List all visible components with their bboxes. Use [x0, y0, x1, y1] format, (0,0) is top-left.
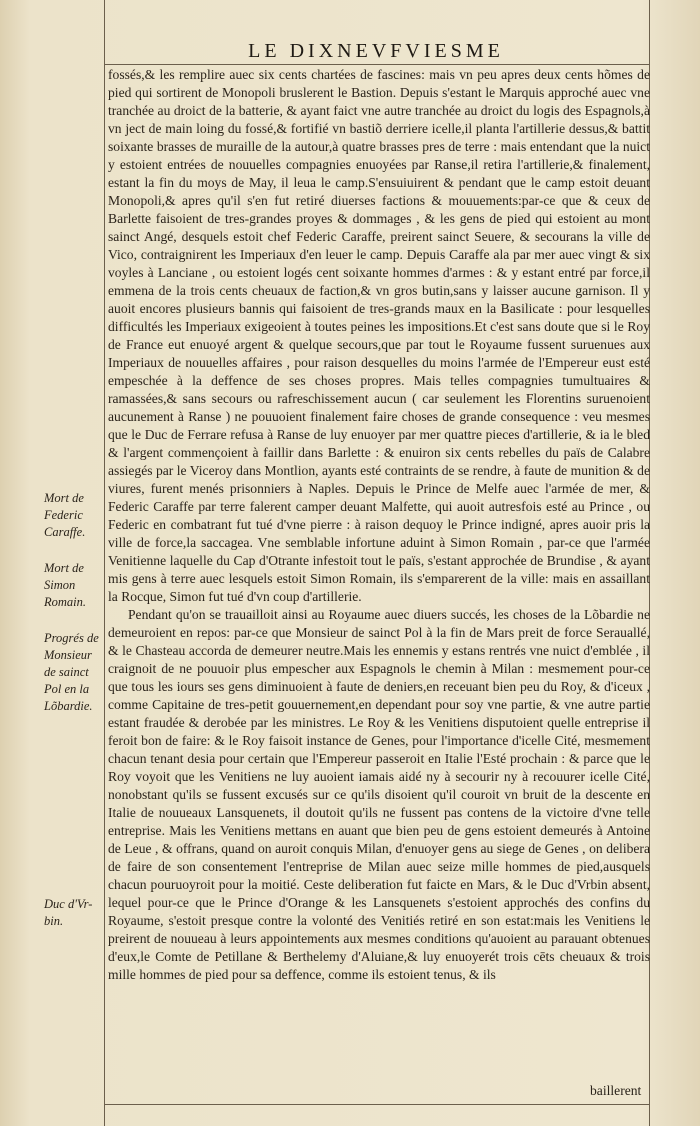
- margin-note-line: Romain.: [44, 595, 87, 609]
- margin-note-progres-sainct-pol: [44, 630, 108, 715]
- footer-rule: [104, 1104, 650, 1105]
- margin-note-mort-federic: [44, 490, 108, 541]
- margin-note-line: Simon: [44, 578, 76, 592]
- paragraph: Pendant qu'on se trauailloit ainsi au Royaume auec diuers succés, les choses de la Lõbardie ne demeuroient en repos: par-ce que Monsieur de sainct Pol à la fin de Mars preit de force Serauallé, & le Chasteau accorda de demeurer neutre.Mais les ennemis y estans rentrés vne nuict d'emblée , il craignoit de ne pouuoir plus empescher aux Espagnols le chemin à Milan : mesmement pour-ce que tous les iours ses gens diminuoient à faute de deniers,en receuant bien peu du Roy, & d'iceux , comme Capitaine de tres-petit gouuernement,en dependant pour soy vne partie, & vne autre partie estant fraudée & derobée par les ministres. Le Roy & les Venitiens disputoient quelle entreprise il feroit bon de faire: & le Roy faisoit instance de Genes, pour l'importance d'icelle Cité, mesmement chacun tenant desia pour certain que l'Empereur passeroit en Italie l'Esté prochain : & parce que le Roy voyoit que les Venitiens ne luy auoient iamais aidé ny à secourir ny à recouurer icelle Cité, nonobstant qu'ils se fussent excusés sur ce qu'ils disoient qu'il couroit vn bruit de la descente en Italie de nouueaux Lansquenets, il doutoit qu'ils ne fussent pas contens de la victoire d'vne telle entreprise. Mais les Venitiens mettans en auant que bien peu de gens estoient demeurés à Antoine de Leue , & offrans, quand on auroit conquis Milan, d'enuoyer gens au siege de Genes , on delibera de faire de son consentement l'entreprise de Milan auec seize mille hommes de pied,ausquels chacun pouruoyroit pour la moitié. Ceste deliberation fut faicte en Mars, & le Duc d'Vrbin absent, lequel pour-ce que le Prince d'Orange & les Lansquenets s'estoient approchés des confins du Royaume, s'estoit presque contre la volonté des Venitiés retiré en son estat:mais les Venitiens le preirent de nouueau à leurs appointements aux mesmes conditions qu'auoient au parauant obtenues d'eux,le Comte de Petillane & Berthelemy d'Aluiane,& luy enuoyerét trois cēts cheuaux & trois mille hommes de pied pour sa deffence, comme ils estoient tenus, & ils: [108, 607, 650, 982]
- catchword: baillerent: [590, 1083, 642, 1098]
- body-text: [108, 66, 650, 984]
- header-rule: [104, 64, 650, 65]
- running-title: LE DIXNEVFVIESME: [248, 40, 504, 62]
- margin-note-line: Duc d'Vr-: [44, 897, 93, 911]
- paragraph: fossés,& les remplire auec six cents chartées de fascines: mais vn peu apres deux cents hõmes de pied qui sortirent de Monopoli bruslerent le Bastion. Depuis s'estant le Marquis approché auec vne tranchée au droict de la batterie, & ayant faict vne autre tranchée au droict du logis des Espagnols,à vn ject de main loing du fossé,& fortifié vn bastiõ derriere icelle,il planta l'artillerie dessus,& battit soixante brasses de muraille de la autour,à quatre brasses pres de terre : mais entendant que la nuict y estoient entrées de nouuelles compagnies enuoyées par Ranse,il retira l'artillerie,& finalement, estant la fin du moys de May, il leua le camp.S'ensuiuirent & pendant que le camp estoit deuant Monopoli,& apres qu'il s'en fut retiré diuerses factions & mouuements:par-ce que & ceux de Barlette faisoient de tres-grandes proyes & dommages , & les gens de pied qui estoient au mont sainct Angé, desquels estoit chef Federic Caraffe, preirent sainct Seuere, & secourans la ville de Vico, contraignirent les Imperiaux d'en leuer le camp. Depuis Caraffe ala par mer auec vingt & six voyles à Lanciane , ou estoient logés cent soixante hommes d'armes : & y estant entré par force,il emmena de la trois cents cheuaux de faction,& vn gros butin,sans y laisser aucune garnison. Il y auoit encores plusieurs bannis qui faisoient de tres-grands maux en la Basilicate : pour lesquelles difficultés les Imperiaux exigeoient à toutes peines les impositions.Et c'est sans doute que si le Roy de France eut enuoyé argent & quelque secours,que par tout le Royaume fussent suruenues aux Imperiaux de nouuelles affaires , pour raison desquelles du moins l'armée de l'Empereur eust esté empeschée à la deffence de ses choses propres. Mais telles compagnies tumultuaires & ramassées,& sans secours ou rafreschissement aucun ( car seulement les Florentins suruenoient aucunement à Ranse ) ne pouuoient finalement faire choses de grande consequence : veu mesmes que le Duc de Ferrare refusa à Ranse de luy enuoyer par mer quattre pieces d'artillerie, & ia le bled & l'argent commençoient à faillir dans Barlette : & enuiron six cents rebelles du païs de Calabre assiegés par le Viceroy dans Montlion, ayants esté contraints de se rendre, à faute de munition & de viures, furent menés prisonniers à Naples. Depuis le Prince de Melfe auec l'armée de mer, & Federic Caraffe par terre falerent camper deuant Malfette, qui auoit autresfois esté au Prince , ou Federic en combatrant fut tué d'vne pierre : à raison dequoy le Prince indigné, apres auoir pris la ville de force,la saccagea. Vne semblable infortune aduint à Simon Romain , par-ce que l'armée Venitienne laquelle du Cap d'Otrante infestoit tout le païs, s'estant approchée de Brundise , & ayant mis gens à terre auec lesquels estoit Simon Romain, ils s'emparerent de la ville: mais en assaillant la Rocque, Simon fut tué d'vn coup d'artillerie.: [108, 67, 650, 604]
- margin-note-line: Federic: [44, 508, 83, 522]
- margin-note-line: Mort de: [44, 561, 84, 575]
- margin-note-line: Caraffe.: [44, 525, 86, 539]
- margin-note-duc-urbin: [44, 896, 108, 930]
- margin-note-line: Monsieur: [44, 648, 92, 662]
- margin-note-mort-simon: [44, 560, 108, 611]
- margin-note-line: Progrés de: [44, 631, 99, 645]
- margin-note-line: Lõbardie.: [44, 699, 93, 713]
- margin-note-line: bin.: [44, 914, 64, 928]
- margin-note-line: Mort de: [44, 491, 84, 505]
- margin-note-line: de sainct: [44, 665, 89, 679]
- margin-note-line: Pol en la: [44, 682, 90, 696]
